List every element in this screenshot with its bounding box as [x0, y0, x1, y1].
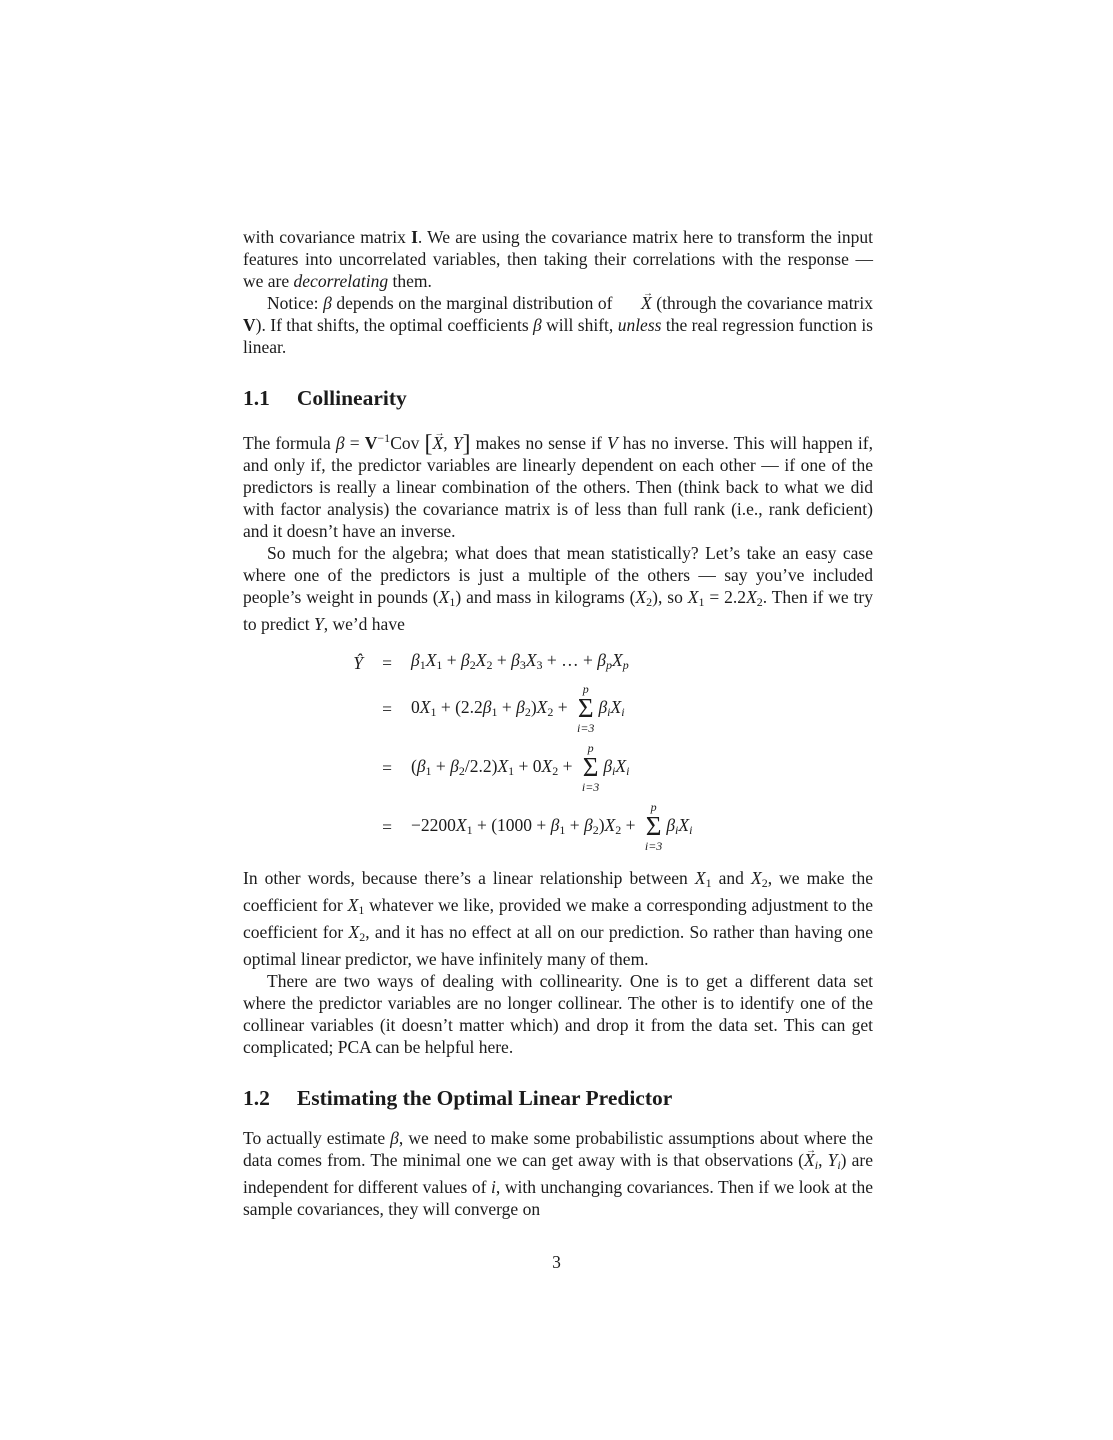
equation-row-1 — [339, 649, 873, 676]
collinearity-paragraph-2: So much for the algebra; what does that mean statistically? Let’s take an easy case where one of the predictors is just a multiple of the others — say you’ve included people’s weight in pounds (X1) and mass in kilograms (X2), so X1 = 2.2X2. Then if we try to predict Y, we’d have — [243, 543, 873, 634]
section-heading-1-1 — [243, 385, 873, 411]
equation-rhs: (β1 + β2/2.2)X1 + 0X2 + p Σ i=3 βiXi — [411, 741, 630, 794]
equation-lhs: Ŷ — [353, 652, 363, 673]
equals-sign: = — [382, 699, 392, 719]
section-title: Estimating the Optimal Linear Predictor — [296, 1086, 673, 1111]
collinearity-paragraph-3: In other words, because there’s a linear relationship between X1 and X2, we make the coefficient for X1 whatever we like, provided we make a corresponding adjustment to the coefficient for X2, and it has no effect at all on our prediction. So rather than having one optimal linear predictor, we have infinitely many of them. — [243, 868, 874, 970]
page-number: 3 — [552, 1252, 561, 1272]
section-heading-1-2 — [243, 1085, 873, 1111]
equation-row-4 — [339, 801, 873, 853]
collinearity-paragraph-1: The formula $\beta = V^{-1}Cov$ [X →, Y] makes no sense if V has no inverse. This will happen if, and only if, the predictor variables are linearly dependent on each other — if one of the predictors is really a linear combination of the others. Then (think back to what we did with factor analysis) the covariance matrix is of less than full rank (i.e., rank deficient) and it doesn’t have an inverse. — [243, 427, 873, 542]
equation-rhs: 0X1 + (2.2β1 + β2)X2 + p Σ i=3 βiXi — [411, 682, 625, 735]
text-column — [243, 226, 873, 1220]
section-number: 1.2 — [243, 1086, 270, 1111]
collinearity-paragraph-4: There are two ways of dealing with collinearity. One is to get a different data set where the predictor variables are no longer collinear. The other is to identify one of the collinear variables (it doesn’t matter which) and drop it from the data set. This can get complicated; PCA can be helpful here. — [243, 971, 873, 1058]
summation-symbol: p Σ i=3 — [577, 682, 595, 735]
equation-row-2 — [339, 683, 873, 735]
summation-symbol: p Σ i=3 — [581, 741, 600, 794]
equals-sign: = — [382, 817, 392, 838]
section-title: Collinearity — [296, 386, 407, 410]
equals-sign: = — [382, 758, 392, 779]
summation-symbol: p Σ i=3 — [644, 800, 663, 853]
intro-paragraph-1: with covariance matrix I. We are using the covariance matrix here to transform the input features into uncorrelated variables, then taking their correlations with the response — we are decorrelating them. — [243, 227, 873, 291]
equation-row-3 — [339, 742, 873, 794]
equals-sign: = — [382, 652, 392, 673]
intro-paragraph-2: Notice: β depends on the marginal distribution of X → (through the covariance matrix V). If that shifts, the optimal coefficients β will shift, unless the real regression function is linear. — [243, 292, 873, 358]
equation-rhs: −2200X1 + (1000 + β1 + β2)X2 + p Σ i=3 βiXi — [411, 800, 693, 853]
estimating-paragraph-1: To actually estimate β, we need to make some probabilistic assumptions about where the data comes from. The minimal one we can get away with is that observations (X →i, Yi) are independent for different values of i, with unchanging covariances. Then if we look at the sample covariances, they will converge on — [243, 1127, 873, 1220]
section-number: 1.1 — [243, 386, 270, 410]
equation-rhs: β1X1 + β2X2 + β3X3 + … + βpXp — [411, 650, 629, 672]
equation-block — [339, 649, 873, 853]
